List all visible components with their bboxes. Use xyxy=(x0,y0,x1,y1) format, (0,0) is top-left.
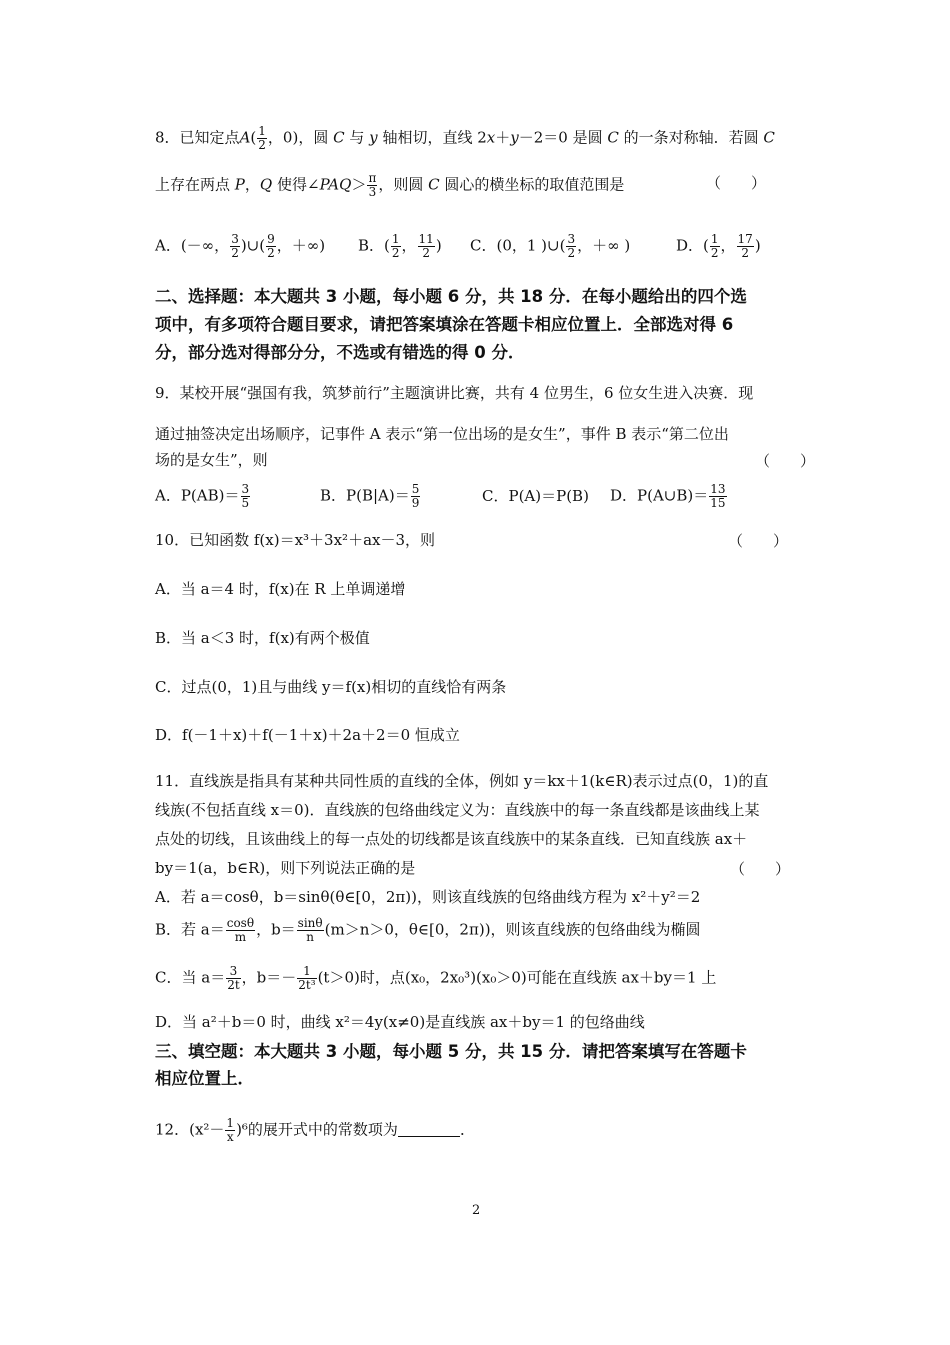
q11-option-c: C．当 a＝ $\frac{3}{2t}$ ，b＝－ $\frac{1}{\text{2t³}}$ (t＞0)时，点(x₀，2x₀³)(x₀＞0)可能在直线族 ax＋by＝1 上 xyxy=(155,964,717,992)
q8-answer-paren: （ ） xyxy=(706,174,767,192)
q12-line: 12．(x²－ $\frac{1}{x}$ )⁶的展开式中的常数项为 ． xyxy=(155,1116,475,1144)
q9-option-b: B．P(B|A)＝ $\frac{5}{9}$ xyxy=(320,482,420,510)
q11-option-a: A．若 a＝cosθ，b＝sinθ(θ∈[0，2π))，则该直线族的包络曲线方程为 x²＋y²＝2 xyxy=(155,888,701,906)
q11-answer-paren: （ ） xyxy=(730,860,791,878)
q9-line2: 通过抽签决定出场顺序，记事件 A 表示“第一位出场的是女生”，事件 B 表示“第二位出 xyxy=(155,425,729,443)
q8-option-c: C．(0，1 )∪( $\frac{3}{2}$ ，＋∞ ) xyxy=(470,232,631,260)
q11-line2: 线族(不包括直线 x＝0)．直线族的包络曲线定义为：直线族中的每一条直线都是该曲线上某 xyxy=(155,801,760,819)
q10-answer-paren: （ ） xyxy=(728,532,789,550)
q10-option-d: D．f(－1＋x)＋f(－1＋x)＋2a＋2＝0 恒成立 xyxy=(155,726,460,744)
page-number: 2 xyxy=(472,1203,481,1218)
q10-stem: 10．已知函数 f(x)＝x³＋3x²＋ax－3，则 xyxy=(155,531,436,549)
q8-text: 已知定点 xyxy=(179,128,240,147)
q10-option-b: B．当 a＜3 时，f(x)有两个极值 xyxy=(155,629,370,647)
section2-heading-line2: 项中，有多项符合题目要求，请把答案填涂在答题卡相应位置上．全部选对得 6 xyxy=(155,315,734,334)
q9-option-c: C．P(A)＝P(B) xyxy=(482,487,589,505)
frac-half: $\frac{1}{2}$ xyxy=(258,124,266,152)
section3-heading-line2: 相应位置上． xyxy=(155,1069,254,1088)
q8-line2: 上存在两点 P，Q 使得∠PAQ＞ $\frac{\pi}{3}$ ，则圆 C 圆心的横坐标的取值范围是 xyxy=(155,171,625,199)
q10-option-a: A．当 a＝4 时，f(x)在 R 上单调递增 xyxy=(155,580,406,598)
q8-number: 8． xyxy=(155,128,180,147)
q9-line1: 9．某校开展“强国有我，筑梦前行”主题演讲比赛，共有 4 位男生，6 位女生进入决赛．现 xyxy=(155,384,754,402)
q10-option-c: C．过点(0，1)且与曲线 y＝f(x)相切的直线恰有两条 xyxy=(155,678,507,696)
section3-heading-line1: 三、填空题：本大题共 3 小题，每小题 5 分，共 15 分．请把答案填写在答题卡 xyxy=(155,1042,747,1061)
q12-answer-blank[interactable] xyxy=(398,1122,460,1137)
q8-line1: 8．已知定点A( $\frac{1}{2}$ ，0)，圆 C 与 y 轴相切，直线 2x＋y－2＝0 是圆 C 的一条对称轴．若圆 C xyxy=(155,124,775,152)
q8-option-b: B．( $\frac{1}{2}$ ， $\frac{11}{2}$ ) xyxy=(358,232,442,260)
q11-option-d: D．当 a²＋b＝0 时，曲线 x²＝4y(x≠0)是直线族 ax＋by＝1 的包络曲线 xyxy=(155,1013,645,1031)
q11-line4: by＝1(a，b∈R)，则下列说法正确的是 xyxy=(155,859,416,877)
section2-heading-line3: 分，部分选对得部分分，不选或有错选的得 0 分． xyxy=(155,343,525,362)
section2-heading-line1: 二、选择题：本大题共 3 小题，每小题 6 分，共 18 分．在每小题给出的四个选 xyxy=(155,287,747,306)
q9-answer-paren: （ ） xyxy=(755,452,816,470)
frac-pi-3: $\frac{\pi}{3}$ xyxy=(368,171,377,199)
q9-option-d: D．P(A∪B)＝ $\frac{13}{15}$ xyxy=(610,482,726,510)
q8-option-a: A．(－∞， $\frac{3}{2}$ )∪( $\frac{9}{2}$ ，＋∞) xyxy=(155,232,326,260)
q11-line3: 点处的切线，且该曲线上的每一点处的切线都是该直线族中的某条直线．已知直线族 ax＋ xyxy=(155,830,748,848)
q11-line1: 11．直线族是指具有某种共同性质的直线的全体，例如 y＝kx＋1(k∈R)表示过点(0，1)的直 xyxy=(155,772,769,790)
q8-option-d: D．( $\frac{1}{2}$ ， $\frac{17}{2}$ ) xyxy=(676,232,761,260)
q11-option-b: B．若 a＝ $\frac{\cos\theta}{m}$ ，b＝ $\frac{\sin\theta}{n}$ (m＞n＞0，θ∈[0，2π))，则该直线族的包络曲线为椭圆 xyxy=(155,916,701,944)
q9-line3: 场的是女生”，则 xyxy=(155,451,268,469)
q9-option-a: A．P(AB)＝ $\frac{3}{5}$ xyxy=(155,482,250,510)
